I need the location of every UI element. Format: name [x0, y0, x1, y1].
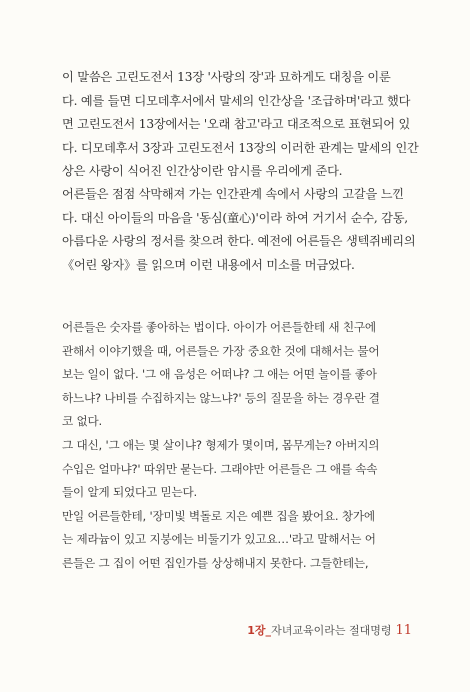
quote-line: 관해서 이야기했을 때, 어른들은 가장 중요한 것에 대해서는 물어 — [62, 343, 380, 358]
chapter-label: 1장_ — [247, 624, 272, 637]
text-line: 다. 디모데후서 3장과 고린도전서 13장의 이러한 관계는 말세의 인간 — [62, 140, 419, 155]
quote-line: 코 없다. — [62, 414, 102, 429]
text-line: 면 고린도전서 13장에서는 '오래 참고'라고 대조적으로 표현되어 있 — [62, 117, 411, 132]
quote-line: 보는 일이 없다. '그 애 음성은 어떠냐? 그 애는 어떤 놀이를 좋아 — [62, 367, 377, 382]
text-line: 아름다운 사랑의 정서를 찾으려 한다. 예전에 어른들은 생텍쥐베리의 — [62, 234, 416, 249]
page-number: 11 — [395, 623, 412, 638]
text-line: 《어린 왕자》를 읽으며 이런 내용에서 미소를 머금었다. — [62, 257, 355, 272]
quote-line: 른들은 그 집이 어떤 집인가를 상상해내지 못한다. 그들한테는, — [62, 555, 369, 570]
quoted-passage — [62, 316, 422, 576]
text-line: 상은 사랑이 식어진 인간상이란 암시를 우리에게 준다. — [62, 164, 343, 179]
quote-line: 그 대신, '그 애는 몇 살이냐? 형제가 몇이며, 몸무게는? 아버지의 — [62, 437, 380, 452]
quote-line: 만일 어른들한테, '장미빛 벽돌로 지은 예쁜 집을 봤어요. 창가에 — [62, 508, 375, 523]
quote-line: 는 제라늄이 있고 지붕에는 비둘기가 있고요…'라고 말해서는 어 — [62, 532, 376, 547]
paragraph-2 — [62, 183, 422, 277]
quote-line: 하느냐? 나비를 수집하지는 않느냐?' 등의 질문을 하는 경우란 결 — [62, 390, 380, 405]
text-line: 다. 예를 들면 디모데후서에서 말세의 인간상을 '조급하며'라고 했다 — [62, 93, 411, 108]
quote-line: 어른들은 숫자를 좋아하는 법이다. 아이가 어른들한테 새 친구에 — [62, 320, 376, 334]
quote-line: 들이 알게 되었다고 믿는다. — [62, 485, 197, 500]
page-footer — [247, 622, 412, 638]
running-title: 자녀교육이라는 절대명령 — [271, 624, 392, 637]
text-line: 어른들은 점점 삭막해져 가는 인간관계 속에서 사랑의 고갈을 느낀 — [62, 187, 404, 201]
quote-line: 수입은 얼마냐?' 따위만 묻는다. 그래야만 어른들은 그 애를 속속 — [62, 461, 378, 476]
paragraph-1 — [62, 66, 422, 184]
text-line: 이 말씀은 고린도전서 13장 '사랑의 장'과 묘하게도 대칭을 이룬 — [62, 70, 391, 84]
text-line: 다. 대신 아이들의 마음을 '동심(童心)'이라 하여 거기서 순수, 감동, — [62, 210, 408, 225]
